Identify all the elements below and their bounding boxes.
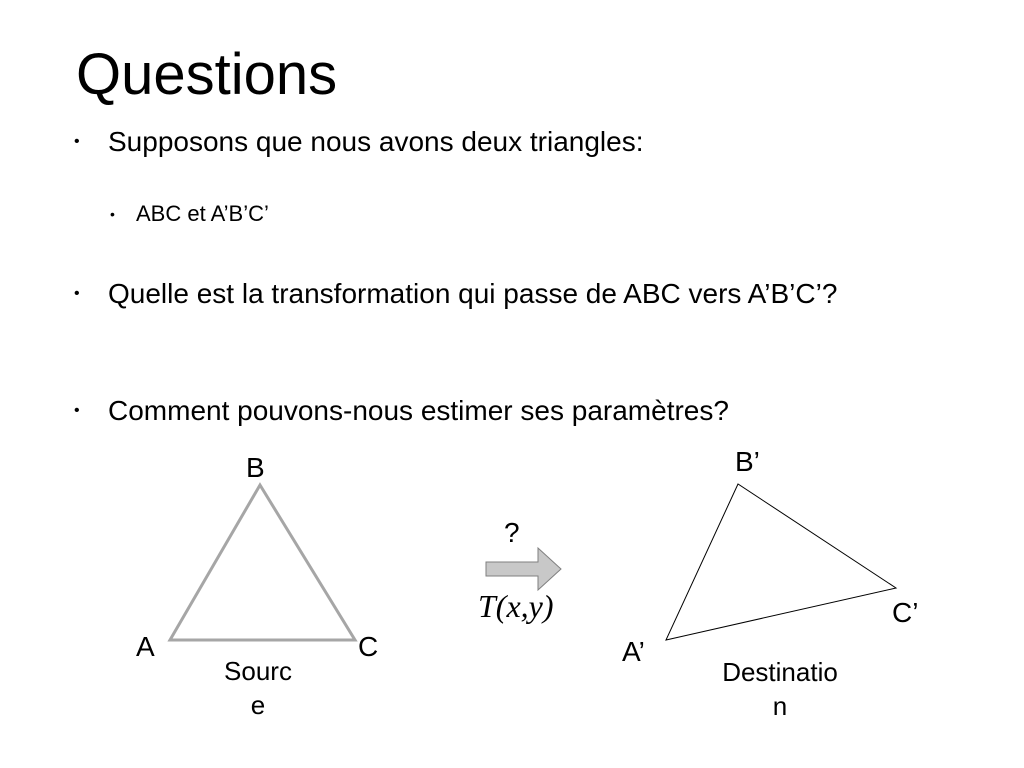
source-caption: Sourc e [224,656,292,720]
bullet-text: ABC et A’B’C’ [136,201,269,226]
bullet-marker: • [110,206,115,222]
bullet-text: Supposons que nous avons deux triangles: [108,126,644,157]
bullet-text: Comment pouvons-nous estimer ses paramètres? [108,395,729,426]
bullet-marker: • [74,285,80,302]
transform-label: T(x,y) [478,588,554,624]
vertex-label-b-prime: B’ [735,446,760,477]
source-triangle [170,485,355,640]
slide-title: Questions [76,42,338,107]
bullet-marker: • [74,133,80,150]
bullet-text: Quelle est la transformation qui passe de ABC vers A’B’C’? [108,278,838,309]
vertex-label-c-prime: C’ [892,597,919,628]
vertex-label-a: A [136,631,155,662]
vertex-label-c: C [358,631,379,662]
bullet-marker: • [74,402,80,419]
arrow-icon [486,548,561,590]
question-mark: ? [504,517,520,548]
vertex-label-a-prime: A’ [622,636,645,667]
vertex-label-b: B [246,452,265,483]
destination-triangle [666,484,896,640]
destination-caption: Destinatio n [722,657,838,721]
